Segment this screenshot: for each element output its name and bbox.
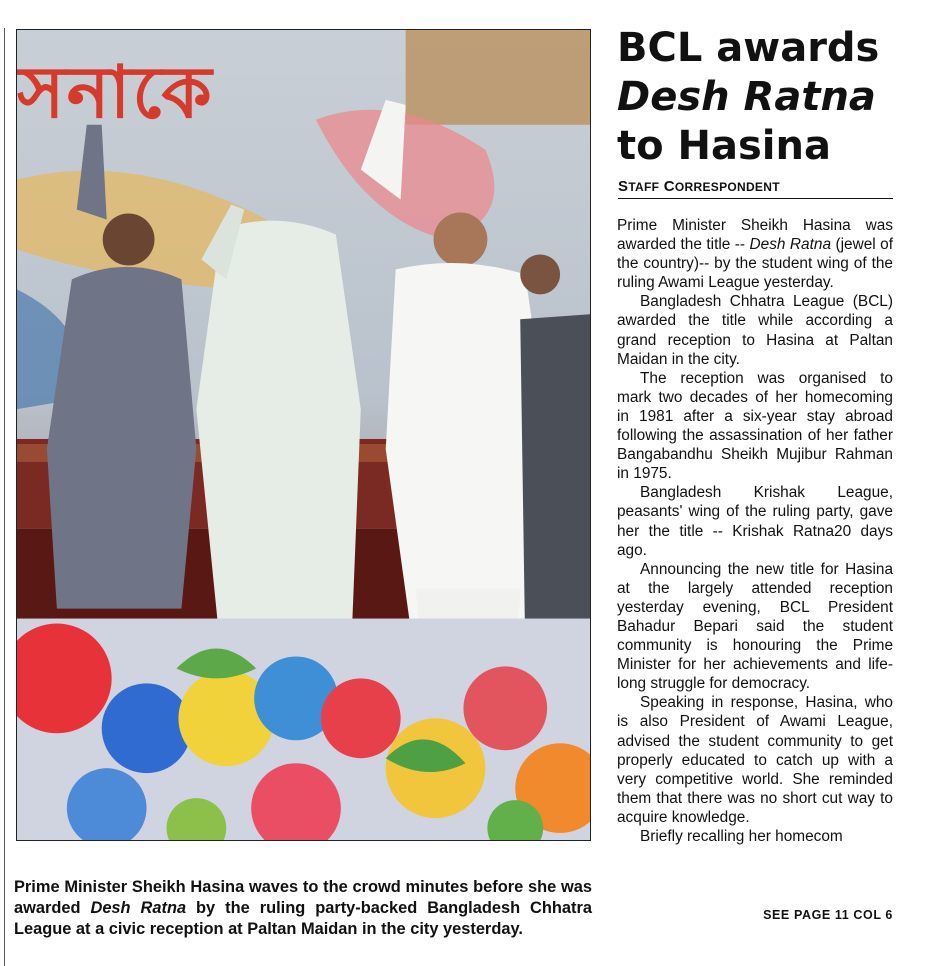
paragraph-4: Bangladesh Krishak League, peasants' wing of the ruling party, gave her the title -- Krishak Ratna20 days ago. — [617, 484, 893, 559]
paragraph-1-end: (jewel of the country)-- by the student wing of the ruling Awami League yesterday. — [617, 236, 893, 292]
caption-text-start: Prime Minister Sheikh Hasina waves to the crowd minutes before she was awarded — [14, 878, 592, 917]
byline — [618, 178, 893, 199]
column-rule — [4, 28, 5, 966]
byline-text: STAFF CORRESPONDENT — [618, 178, 780, 195]
continuation-jump: SEE PAGE 11 COL 6 — [763, 908, 893, 922]
banner-text: সনাকে — [17, 50, 214, 134]
headline — [617, 24, 917, 171]
paragraph-2: Bangladesh Chhatra League (BCL) awarded the title while according a grand reception to Hasina at Paltan Maidan in the city. — [617, 293, 893, 368]
article-body — [617, 216, 893, 846]
paragraph-1 — [617, 216, 893, 292]
headline-line-2: Desh Ratna — [617, 74, 876, 120]
caption-text-end: by the ruling party-backed Bangladesh Chhatra League at a civic reception at Paltan Maidan in the city yesterday. — [14, 899, 592, 938]
photo-caption — [14, 877, 592, 940]
headline-line-1: BCL awards — [617, 25, 880, 71]
paragraph-7: Briefly recalling her homecom — [640, 828, 843, 845]
paragraph-3: The reception was organised to mark two decades of her homecoming in 1981 after a six-year stay abroad following the assassination of her father Bangabandhu Sheikh Mujibur Rahman in 1975. — [617, 369, 893, 483]
caption-italic: Desh Ratna — [90, 899, 187, 917]
headline-line-3: to Hasina — [617, 123, 831, 169]
paragraph-5: Announcing the new title for Hasina at the largely attended reception yesterday evening, BCL President Bahadur Bepari said the student community is honouring the Prime Minister for her achievements and life-long struggle for democracy. — [617, 560, 893, 693]
paragraph-1-start: Prime Minister Sheikh Hasina was awarded the title -- — [617, 217, 893, 254]
paragraph-6: Speaking in response, Hasina, who is also President of Awami League, advised the student community to get properly educated to catch up with a very competitive world. She reminded them that there was no short cut way to acquire knowledge. — [617, 694, 893, 826]
paragraph-1-italic: Desh Ratna — [749, 236, 832, 254]
news-photo — [16, 29, 591, 841]
